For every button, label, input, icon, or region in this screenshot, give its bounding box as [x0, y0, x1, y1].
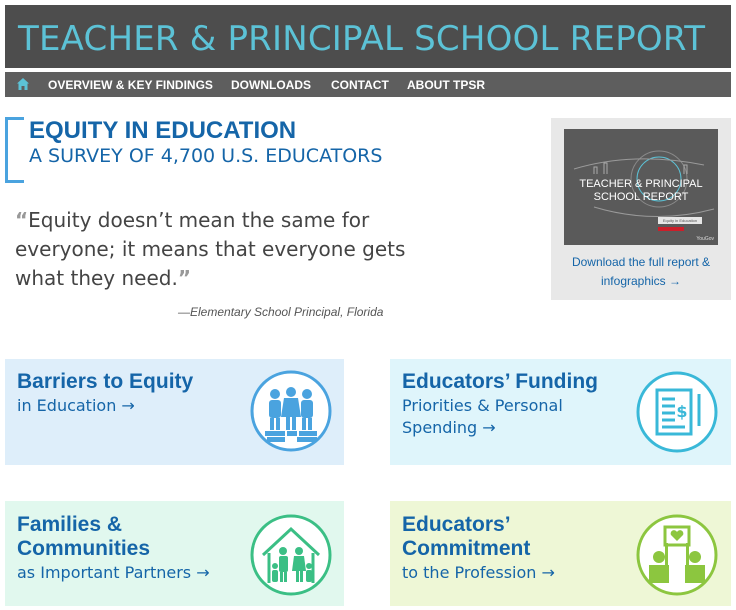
site-header	[5, 5, 731, 68]
nav-item-downloads[interactable]: DOWNLOADS	[231, 78, 311, 92]
download-report-link[interactable]	[551, 253, 731, 291]
card-subtitle: as Important Partners →	[17, 563, 210, 582]
card-families-communities[interactable]	[5, 501, 344, 606]
nav-item-overview[interactable]: OVERVIEW & KEY FINDINGS	[48, 78, 213, 92]
quote-text: Equity doesn’t mean the same for everyone; it means that everyone gets what they need.	[15, 208, 406, 290]
download-link-line2: infographics →	[600, 274, 682, 288]
cover-tag: Equity in Education	[658, 217, 702, 224]
card-title-line2: Commitment	[402, 537, 531, 560]
card-title-line1: Families &	[17, 513, 123, 536]
card-title-line1: Educators’	[402, 513, 511, 536]
nav-item-about[interactable]: ABOUT TPSR	[407, 78, 485, 92]
card-subtitle: in Education →	[17, 396, 135, 415]
svg-text:$: $	[676, 402, 688, 421]
receipt-dollar-icon	[635, 370, 719, 454]
cover-title-line2: SCHOOL REPORT	[593, 191, 689, 203]
report-cover-image[interactable]	[564, 129, 718, 245]
pull-quote	[15, 206, 415, 293]
cover-title-line1: TEACHER & PRINCIPAL	[579, 178, 703, 190]
card-subtitle-line1: Priorities & Personal	[402, 396, 563, 415]
page-subtitle: A SURVEY OF 4,700 U.S. EDUCATORS	[29, 145, 383, 167]
main-nav	[5, 72, 731, 97]
nav-item-contact[interactable]: CONTACT	[331, 78, 389, 92]
card-title: Barriers to Equity	[17, 370, 194, 393]
title-bracket	[5, 117, 24, 183]
report-download-panel	[551, 118, 731, 300]
page-title: EQUITY IN EDUCATION	[29, 117, 297, 144]
quote-attribution: —Elementary School Principal, Florida	[178, 305, 384, 319]
card-subtitle: to the Profession →	[402, 563, 555, 582]
people-on-books-icon	[249, 369, 333, 453]
card-barriers-to-equity[interactable]	[5, 359, 344, 465]
cover-brand: YouGov	[696, 236, 714, 242]
family-house-icon	[249, 513, 333, 597]
site-title[interactable]: TEACHER & PRINCIPAL SCHOOL REPORT	[18, 19, 706, 59]
home-icon[interactable]	[16, 77, 30, 91]
card-educators-commitment[interactable]	[390, 501, 731, 606]
card-subtitle-line2: Spending →	[402, 418, 496, 437]
close-quote-mark: ”	[177, 266, 191, 290]
open-quote-mark: “	[15, 208, 29, 232]
card-educators-funding[interactable]	[390, 359, 731, 465]
card-title: Educators’ Funding	[402, 370, 599, 393]
download-link-line1: Download the full report &	[571, 255, 711, 269]
teachers-heart-icon	[635, 513, 719, 597]
card-title-line2: Communities	[17, 537, 151, 560]
cover-publisher-bar	[658, 227, 684, 231]
